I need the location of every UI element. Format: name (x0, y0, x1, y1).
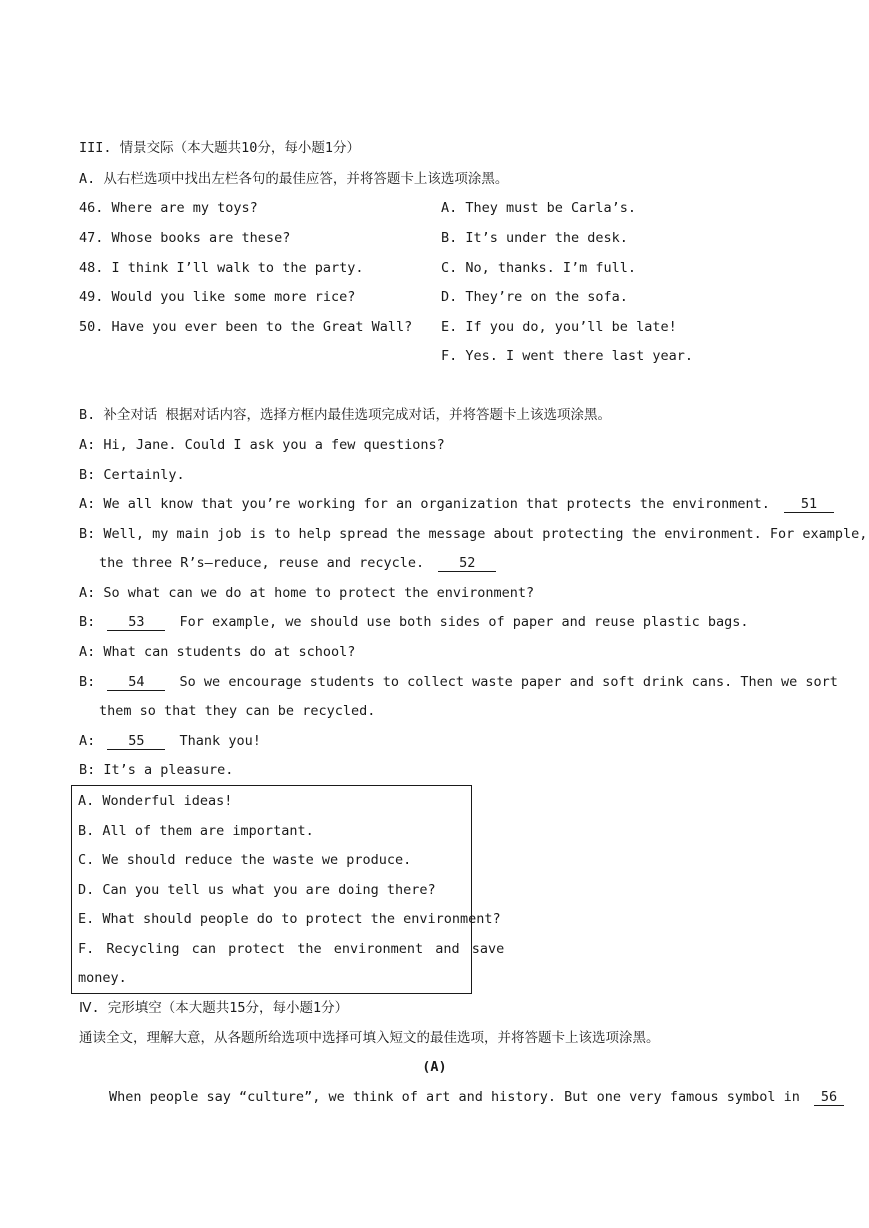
dialogue-line (79, 732, 261, 750)
passage-text: When people say “culture”, we think of art and history. But one very famous symbol in (109, 1089, 800, 1105)
blank-55: 55 (107, 734, 165, 750)
dialogue-line (79, 495, 834, 513)
dialogue-line (79, 673, 838, 691)
dialogue-line: them so that they can be recycled. (99, 703, 376, 719)
dialogue-text: Thank you! (179, 733, 261, 749)
speaker-label: A: (79, 733, 96, 749)
dialogue-line: A: What can students do at school? (79, 644, 356, 660)
dialogue-text: So we encourage students to collect waste paper and soft drink cans. Then we sort (179, 674, 838, 690)
answer-option-c: C. No, thanks. I’m full. (441, 260, 637, 276)
answer-option-a: A. They must be Carla’s. (441, 200, 637, 216)
answer-option-e: E. If you do, you’ll be late! (441, 319, 677, 335)
blank-51: 51 (784, 497, 834, 513)
question-49: 49. Would you like some more rice? (79, 289, 356, 305)
section-3-heading: III. 情景交际（本大题共10分，每小题1分） (79, 140, 361, 156)
passage-line (109, 1088, 844, 1106)
part-a-instructions: A. 从右栏选项中找出左栏各句的最佳应答，并将答题卡上该选项涂黑。 (79, 171, 509, 187)
dialogue-line: A: So what can we do at home to protect the environment? (79, 585, 535, 601)
dialogue-line: B: Well, my main job is to help spread the message about protecting the environment. For example, (79, 526, 868, 542)
box-option-e: E. What should people do to protect the environment? (78, 911, 501, 927)
speaker-label: B: (79, 614, 96, 630)
dialogue-line: B: It’s a pleasure. (79, 762, 234, 778)
dialogue-line: B: Certainly. (79, 467, 185, 483)
question-46: 46. Where are my toys? (79, 200, 258, 216)
question-50: 50. Have you ever been to the Great Wall? (79, 319, 413, 335)
question-48: 48. I think I’ll walk to the party. (79, 260, 364, 276)
box-option-c: C. We should reduce the waste we produce. (78, 852, 412, 868)
answer-option-d: D. They’re on the sofa. (441, 289, 628, 305)
speaker-label: B: (79, 674, 96, 690)
blank-54: 54 (107, 675, 165, 691)
part-b-instructions: B. 补全对话 根据对话内容，选择方框内最佳选项完成对话，并将答题卡上该选项涂黑。 (79, 407, 612, 423)
options-box (71, 785, 505, 994)
answer-option-b: B. It’s under the desk. (441, 230, 628, 246)
dialogue-line (79, 613, 749, 631)
dialogue-text: A: We all know that you’re working for an organization that protects the environment. (79, 496, 770, 512)
section-4-heading: Ⅳ. 完形填空（本大题共15分，每小题1分） (79, 1000, 349, 1016)
blank-53: 53 (107, 615, 165, 631)
dialogue-text: For example, we should use both sides of paper and reuse plastic bags. (179, 614, 749, 630)
dialogue-line (99, 554, 496, 572)
box-option-f-cont: money. (78, 970, 127, 986)
box-option-d: D. Can you tell us what you are doing there? (78, 882, 436, 898)
blank-56: 56 (814, 1090, 844, 1106)
answer-option-f: F. Yes. I went there last year. (441, 348, 693, 364)
box-option-b: B. All of them are important. (78, 823, 314, 839)
box-option-a: A. Wonderful ideas! (78, 793, 233, 809)
dialogue-line: A: Hi, Jane. Could I ask you a few questions? (79, 437, 445, 453)
box-option-f: F. Recycling can protect the environment and save (78, 941, 505, 957)
question-47: 47. Whose books are these? (79, 230, 291, 246)
section-4-instructions: 通读全文，理解大意，从各题所给选项中选择可填入短文的最佳选项，并将答题卡上该选项涂黑。 (79, 1030, 660, 1046)
passage-label: (A) (422, 1059, 447, 1075)
dialogue-text: the three R’s—reduce, reuse and recycle. (99, 555, 425, 571)
blank-52: 52 (438, 556, 496, 572)
